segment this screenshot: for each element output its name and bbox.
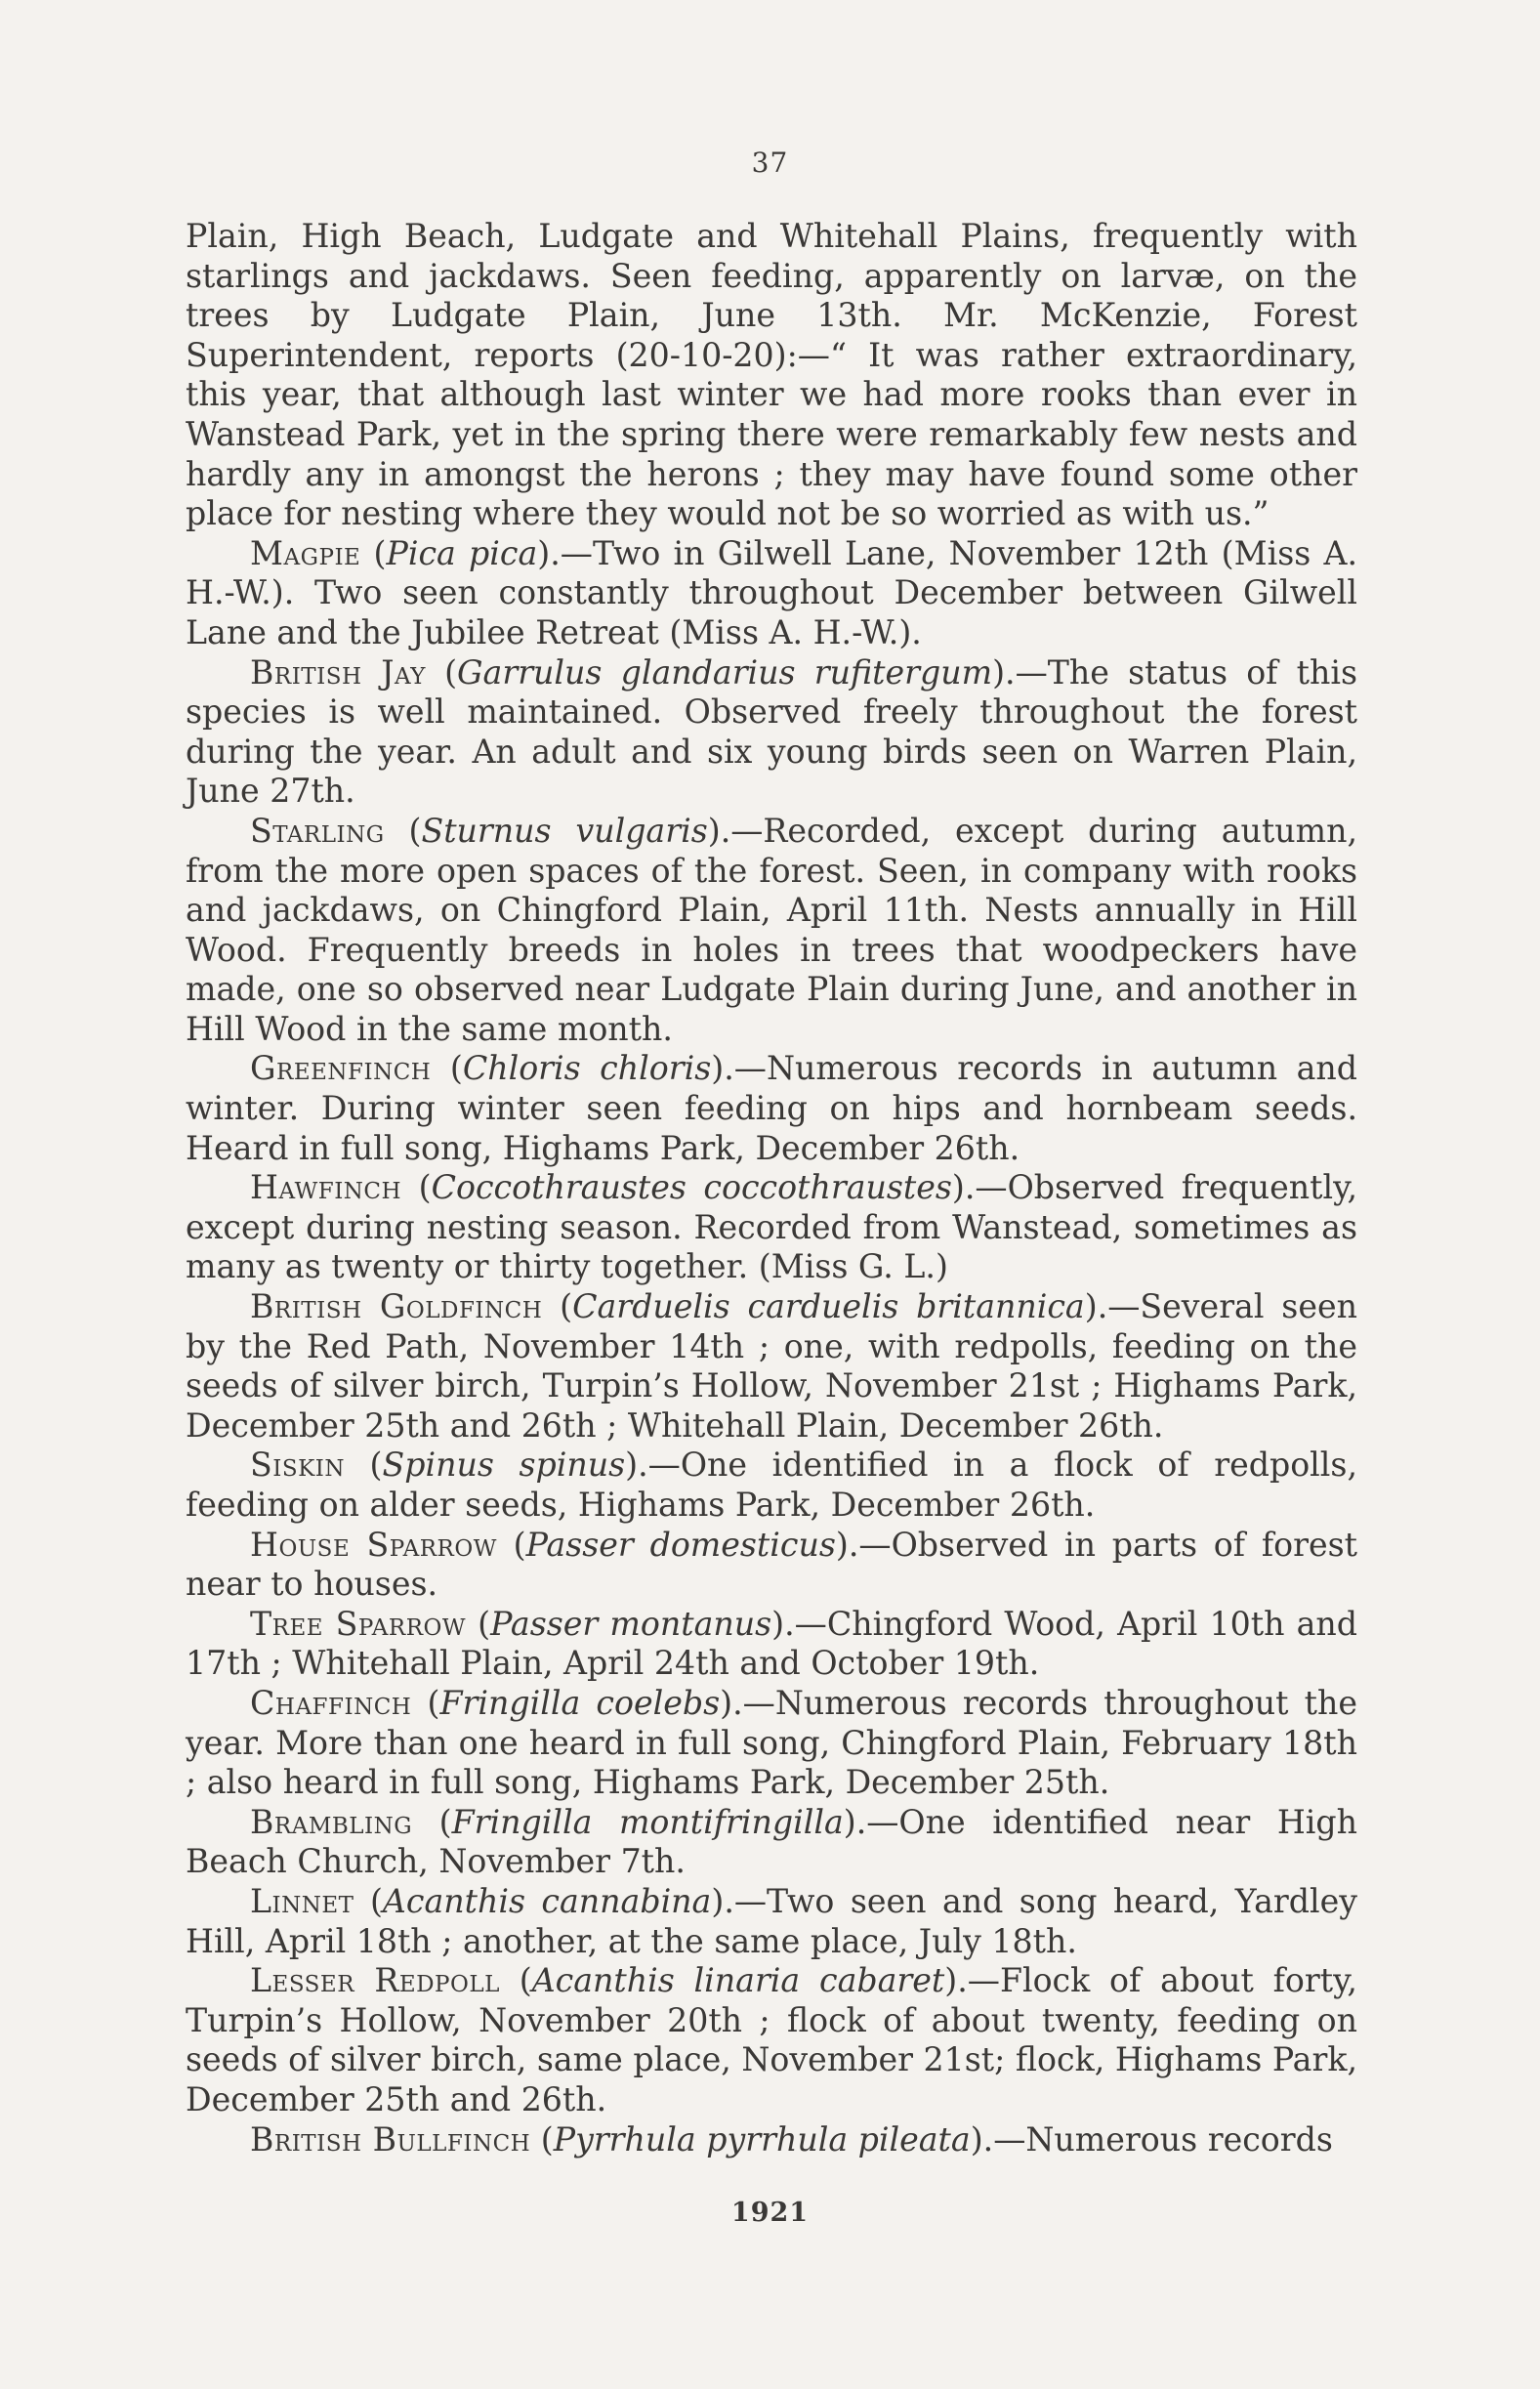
bird-name: British Bullfinch (250, 2119, 531, 2158)
entry-text: .—Observed in parts of forest near to houses. (186, 1525, 1357, 1604)
species-entry: Chaffinch (Fringilla coelebs).—Numerous records throughout the year. More than one heard in full song, Chingford Plain, February 18th ; also heard in full song, Highams Park, December 25th. (186, 1683, 1357, 1802)
bird-name: House Sparrow (250, 1525, 497, 1564)
species-name: Chloris chloris (462, 1049, 712, 1088)
bird-name: Linnet (250, 1881, 354, 1920)
species-entries (186, 534, 1357, 2159)
species-name: Pyrrhula pyrrhula pileata (553, 2119, 971, 2158)
species-name: Passer montanus (490, 1604, 772, 1643)
species-name: Garrulus glandarius rufitergum (457, 652, 993, 692)
species-name: Sturnus vulgaris (421, 811, 708, 850)
species-name: Pica pica (386, 533, 538, 572)
species-entry: British Goldfinch (Carduelis carduelis britannica).—Several seen by the Red Path, November 14th ; one, with redpolls, feeding on the seeds of silver birch, Turpin’s Hollow, November 21st ; Highams Park, December 25th and 26th ; Whitehall Plain, December 26th. (186, 1287, 1357, 1445)
entry-text: .—Chingford Wood, April 10th and 17th ; Whitehall Plain, April 24th and October 19th. (186, 1604, 1358, 1683)
entry-text: .—Two seen and song heard, Yardley Hill, April 18th ; another, at the same place, July 18th. (186, 1881, 1358, 1960)
bird-name: Chaffinch (250, 1683, 412, 1722)
species-entry: House Sparrow (Passer domesticus).—Observed in parts of forest near to houses. (186, 1525, 1357, 1604)
entry-text: .—Two in Gilwell Lane, November 12th (Miss A. H.-W.). Two seen constantly throughout December between Gilwell Lane and the Jubilee Retreat (Miss A. H.-W.). (186, 533, 1357, 651)
species-entry: Hawfinch (Coccothraustes coccothraustes).—Observed frequently, except during nesting season. Recorded from Wanstead, sometimes as many as twenty or thirty together. (Miss G. L.) (186, 1168, 1358, 1286)
bird-name: British Jay (250, 652, 426, 692)
bird-name: Brambling (250, 1802, 413, 1841)
entry-text: .—Flock of about forty, Turpin’s Hollow, November 20th ; flock of about twenty, feeding on seeds of silver birch, same place, November 21st; flock, Highams Park, December 25th and 26th. (186, 1961, 1357, 2118)
species-name: Coccothraustes coccothraustes (431, 1168, 952, 1207)
species-entry: Starling (Sturnus vulgaris).—Recorded, except during autumn, from the more open spaces of the forest. Seen, in company with rooks and jackdaws, on Chingford Plain, April 11th. Nests annually in Hill Wood. Frequently breeds in holes in trees that woodpeckers have made, one so observed near Ludgate Plain during June, and another in Hill Wood in the same month. (186, 811, 1357, 1048)
bird-name: British Goldfinch (250, 1287, 543, 1326)
bird-name: Greenfinch (250, 1049, 432, 1088)
entry-text: .—Numerous records (982, 2119, 1333, 2158)
species-name: Acanthis linaria cabaret (531, 1961, 945, 2000)
entry-text: .—One identified near High Beach Church, November 7th. (186, 1802, 1357, 1881)
species-name: Spinus spinus (382, 1446, 626, 1485)
opening-paragraph: Plain, High Beach, Ludgate and Whitehall Plains, frequently with starlings and jackdaws. Seen feeding, apparently on larvæ, on the trees by Ludgate Plain, June 13th. Mr. McKenzie, Forest Superintendent, reports (20-10-20):—“ It was rather extraordinary, this year, that although last winter we had more rooks than ever in Wanstead Park, yet in the spring there were remarkably few nests and hardly any in amongst the herons ; they may have found some other place for nesting where they would not be so worried as with us.” (186, 217, 1357, 533)
footer-year: 1921 (730, 2198, 810, 2228)
entry-text: .—Recorded, except during autumn, from the more open spaces of the forest. Seen, in company with rooks and jackdaws, on Chingford Plain, April 11th. Nests annually in Hill Wood. Frequently breeds in holes in trees that woodpeckers have made, one so observed near Ludgate Plain during June, and another in Hill Wood in the same month. (186, 811, 1357, 1048)
entry-text: .—Numerous records throughout the year. More than one heard in full song, Chingford Plain, February 18th ; also heard in full song, Highams Park, December 25th. (186, 1683, 1357, 1802)
species-entry: Siskin (Spinus spinus).—One identified in a flock of redpolls, feeding on alder seeds, Highams Park, December 26th. (186, 1446, 1357, 1524)
species-name: Fringilla montifringilla (451, 1802, 844, 1841)
species-entry: Tree Sparrow (Passer montanus).—Chingford Wood, April 10th and 17th ; Whitehall Plain, April 24th and October 19th. (186, 1604, 1358, 1683)
bird-name: Siskin (250, 1446, 345, 1485)
bird-name: Hawfinch (250, 1168, 402, 1207)
species-entry: British Bullfinch (Pyrrhula pyrrhula pileata).—Numerous records (250, 2119, 1333, 2158)
entry-text: .—One identified in a flock of redpolls, feeding on alder seeds, Highams Park, December 26th. (186, 1446, 1357, 1524)
species-entry: Greenfinch (Chloris chloris).—Numerous records in autumn and winter. During winter seen feeding on hips and hornbeam seeds. Heard in full song, Highams Park, December 26th. (186, 1049, 1358, 1167)
entry-text: .—Several seen by the Red Path, November 14th ; one, with redpolls, feeding on the seeds of silver birch, Turpin’s Hollow, November 21st ; Highams Park, December 25th and 26th ; Whitehall Plain, December 26th. (186, 1287, 1357, 1445)
species-entry: Linnet (Acanthis cannabina).—Two seen and song heard, Yardley Hill, April 18th ; another, at the same place, July 18th. (186, 1881, 1358, 1960)
species-name: Fringilla coelebs (439, 1683, 721, 1722)
species-entry: British Jay (Garrulus glandarius rufitergum).—The status of this species is well maintained. Observed freely throughout the forest during the year. An adult and six young birds seen on Warren Plain, June 27th. (186, 652, 1357, 811)
species-name: Acanthis cannabina (382, 1881, 712, 1920)
body-text (186, 217, 1357, 2159)
bird-name: Starling (250, 811, 385, 850)
species-name: Carduelis carduelis britannica (572, 1287, 1085, 1326)
species-name: Passer domesticus (525, 1525, 836, 1564)
entry-text: .—The status of this species is well maintained. Observed freely throughout the forest during the year. An adult and six young birds seen on Warren Plain, June 27th. (186, 652, 1357, 811)
bird-name: Tree Sparrow (250, 1604, 467, 1643)
species-entry: Brambling (Fringilla montifringilla).—One identified near High Beach Church, November 7th. (186, 1802, 1357, 1881)
bird-name: Magpie (250, 533, 361, 572)
species-entry: Magpie (Pica pica).—Two in Gilwell Lane, November 12th (Miss A. H.-W.). Two seen constantly throughout December between Gilwell Lane and the Jubilee Retreat (Miss A. H.-W.). (186, 533, 1357, 651)
entry-text: .—Numerous records in autumn and winter. During winter seen feeding on hips and hornbeam seeds. Heard in full song, Highams Park, December 26th. (186, 1049, 1358, 1167)
entry-text: .—Observed frequently, except during nesting season. Recorded from Wanstead, sometimes as many as twenty or thirty together. (Miss G. L.) (186, 1168, 1358, 1286)
page-number: 37 (751, 147, 789, 179)
bird-name: Lesser Redpoll (250, 1961, 500, 2000)
species-entry: Lesser Redpoll (Acanthis linaria cabaret).—Flock of about forty, Turpin’s Hollow, November 20th ; flock of about twenty, feeding on seeds of silver birch, same place, November 21st; flock, Highams Park, December 25th and 26th. (186, 1961, 1357, 2118)
